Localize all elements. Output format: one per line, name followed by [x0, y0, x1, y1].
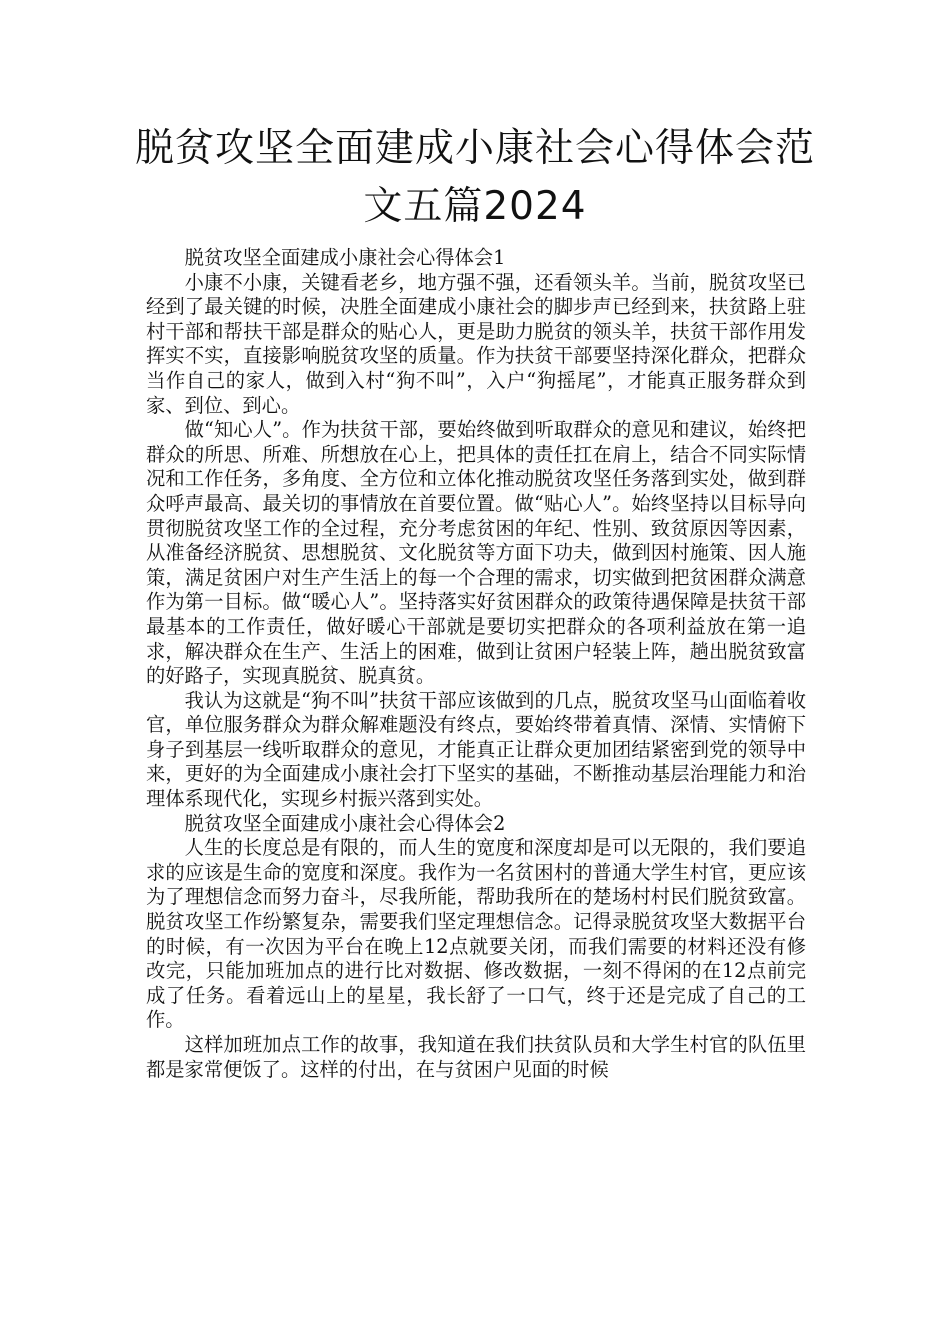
paragraph: 小康不小康，关键看老乡，地方强不强，还看领头羊。当前，脱贫攻坚已经到了最关键的时候，决胜全面建成小康社会的脚步声已经到来，扶贫路上驻村干部和帮扶干部是群众的贴心人，更是助力脱贫的领头羊，扶贫干部作用发挥实不实，直接影响脱贫攻坚的质量。作为扶贫干部要坚持深化群众，把群众当作自己的家人，做到入村“狗不叫”，入户“狗摇尾”，才能真正服务群众到家、到位、到心。 [146, 270, 806, 417]
section-heading-1: 脱贫攻坚全面建成小康社会心得体会1 [184, 246, 506, 269]
document-body [146, 246, 806, 1082]
paragraph: 这样加班加点工作的故事，我知道在我们扶贫队员和大学生村官的队伍里都是家常便饭了。这样的付出，在与贫困户见面的时候 [146, 1033, 806, 1081]
section-heading-2: 脱贫攻坚全面建成小康社会心得体会2 [184, 811, 506, 835]
paragraph: 人生的长度总是有限的，而人生的宽度和深度却是可以无限的，我们要追求的应该是生命的宽度和深度。我作为一名贫困村的普通大学生村官，更应该为了理想信念而努力奋斗，尽我所能，帮助我所在的楚场村村民们脱贫致富。脱贫攻坚工作纷繁复杂，需要我们坚定理想信念。记得录脱贫攻坚大数据平台的时候，有一次因为平台在晚上12点就要关闭，而我们需要的材料还没有修改完，只能加班加点的进行比对数据、修改数据，一刻不得闲的在12点前完成了任务。看着远山上的星星，我长舒了一口气，终于还是完成了自己的工作。 [146, 836, 806, 1032]
paragraph: 我认为这就是“狗不叫”扶贫干部应该做到的几点，脱贫攻坚马山面临着收官，单位服务群众为群众解难题没有终点，要始终带着真情、深情、实情俯下身子到基层一线听取群众的意见，才能真正让群众更加团结紧密到党的领导中来，更好的为全面建成小康社会打下坚实的基础，不断推动基层治理能力和治理体系现代化，实现乡村振兴落到实处。 [146, 688, 806, 811]
document-title: 脱贫攻坚全面建成小康社会心得体会范文五篇2024 [134, 126, 815, 229]
paragraph: 做“知心人”。作为扶贫干部，要始终做到听取群众的意见和建议，始终把群众的所思、所难、所想放在心上，把具体的责任扛在肩上，结合不同实际情况和工作任务，多角度、全方位和立体化推动脱贫攻坚任务落到实处，做到群众呼声最高、最关切的事情放在首要位置。做“贴心人”。始终坚持以目标导向贯彻脱贫攻坚工作的全过程，充分考虑贫困的年纪、性别、致贫原因等因素，从准备经济脱贫、思想脱贫、文化脱贫等方面下功夫，做到因村施策、因人施策，满足贫困户对生产生活上的每一个合理的需求，切实做到把贫困群众满意作为第一目标。做“暖心人”。坚持落实好贫困群众的政策待遇保障是扶贫干部最基本的工作责任，做好暖心干部就是要切实把群众的各项利益放在第一追求，解决群众在生产、生活上的困难，做到让贫困户轻装上阵，趟出脱贫致富的好路子，实现真脱贫、脱真贫。 [146, 418, 806, 688]
